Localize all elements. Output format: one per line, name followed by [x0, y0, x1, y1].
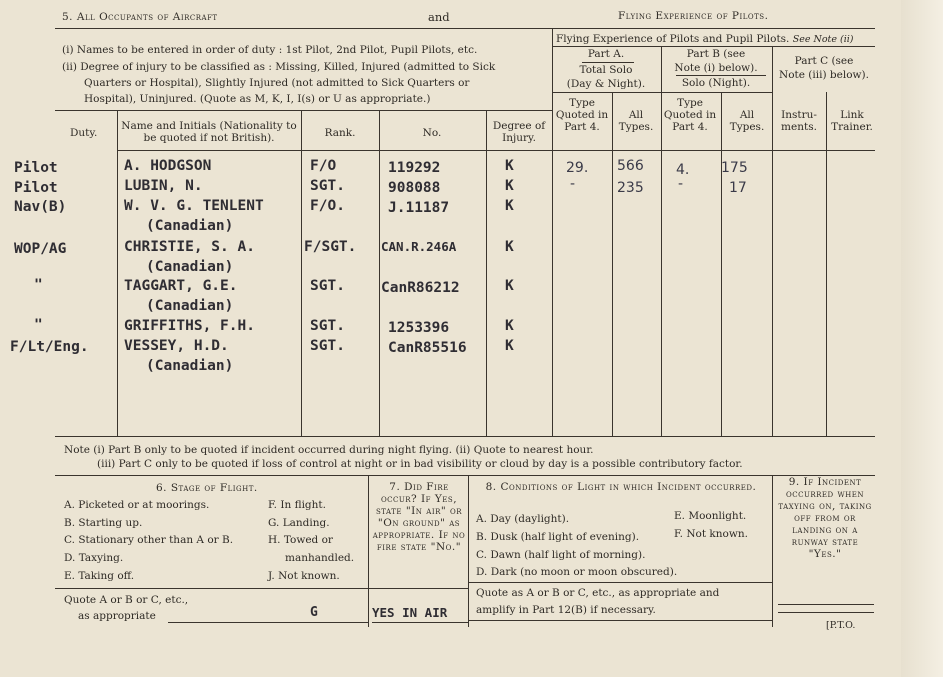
flying-experience-heading: Flying Experience of Pilots and Pupil Pilots. See Note (ii)	[556, 33, 854, 45]
fire-title: 7. Did Fire occur? If Yes, state "In air" or "On ground" as appropriate. If no fire state "No."	[372, 481, 466, 553]
stage-f: F. In flight.	[268, 499, 326, 511]
light-c: C. Dawn (half light of morning).	[476, 549, 646, 561]
part-c-label: Part C (see	[794, 55, 854, 67]
instruction-4: Hospital), Uninjured. (Quote as M, K, I, I(s) or U as appropriate.)	[84, 93, 431, 105]
note-1: Note (i) Part B only to be quoted if incident occurred during night flying. (ii) Quote to nearest hour.	[64, 444, 594, 456]
col-duty: Duty.	[70, 127, 98, 139]
part-a-label: Part A.	[587, 48, 625, 60]
light-d: D. Dark (no moon or moon obscured).	[476, 566, 678, 578]
top-rule	[55, 28, 875, 29]
injury: K	[505, 198, 514, 214]
duty: "	[34, 317, 43, 333]
stage-a: A. Picketed or at moorings.	[64, 499, 210, 511]
stage-g: G. Landing.	[268, 517, 330, 529]
rank: SGT.	[310, 338, 345, 354]
name: GRIFFITHS, F.H.	[124, 318, 255, 334]
nationality: (Canadian)	[146, 298, 234, 314]
service-number: CanR85516	[388, 340, 467, 356]
rank: SGT.	[310, 318, 345, 334]
light-a: A. Day (daylight).	[476, 513, 570, 525]
part-c-note: Note (iii) below).	[779, 69, 869, 81]
part-b-all-hours: 175	[721, 160, 748, 176]
duty: "	[34, 277, 43, 293]
stage-c: C. Stationary other than A or B.	[64, 534, 234, 546]
injury: K	[505, 278, 514, 294]
part-b-solo: Solo (Night).	[681, 77, 751, 89]
duty: Pilot	[14, 180, 58, 196]
service-number: J.11187	[388, 200, 450, 216]
duty: Nav(B)	[14, 199, 67, 215]
injury: K	[505, 158, 514, 174]
section-5-title: 5. All Occupants of Aircraft	[62, 11, 218, 23]
stage-h: H. Towed or	[268, 534, 333, 546]
note-2: (iii) Part C only to be quoted if loss of control at night or in bad visibility or cloud by day is a possible contributory factor.	[97, 458, 743, 470]
stage-quote-1: Quote A or B or C, etc.,	[64, 594, 189, 606]
injury: K	[505, 178, 514, 194]
col-a-all-types: All Types.	[618, 109, 654, 133]
part-b-note: Note (i) below).	[674, 62, 758, 74]
duty: F/Lt/Eng.	[10, 339, 89, 355]
stage-e: E. Taking off.	[64, 570, 135, 582]
pto-mark: [P.T.O.	[826, 620, 856, 631]
injury: K	[505, 239, 514, 255]
injury: K	[505, 338, 514, 354]
col-instruments: Instru- ments.	[781, 109, 817, 133]
part-a-type-hours: 29.	[566, 160, 589, 176]
name: LUBIN, N.	[124, 178, 203, 194]
part-a-all-hours: 235	[617, 180, 644, 196]
light-quote-2: amplify in Part 12(B) if necessary.	[476, 604, 656, 616]
flying-experience-title: Flying Experience of Pilots.	[618, 10, 769, 22]
light-title: 8. Conditions of Light in which Incident occurred.	[485, 481, 757, 493]
col-b-type-quoted: Type Quoted in Part 4.	[663, 97, 717, 133]
nationality: (Canadian)	[146, 358, 234, 374]
part-a-daynight: (Day & Night).	[566, 78, 646, 90]
part-b-label: Part B (see	[686, 48, 746, 60]
name: CHRISTIE, S. A.	[124, 239, 255, 255]
taxying-title: 9. If Incident occurred when taxying on, taking off from or landing on a runway state "Yes."	[778, 476, 872, 560]
stage-answer: G	[310, 605, 318, 620]
service-number: CAN.R.246A	[381, 239, 457, 254]
light-f: F. Not known.	[674, 528, 748, 540]
col-b-all-types: All Types.	[729, 109, 765, 133]
instruction-3: Quarters or Hospital), Slightly Injured (not admitted to Sick Quarters or	[84, 77, 470, 89]
col-name: Name and Initials (Nationality to be quoted if not British).	[121, 120, 297, 144]
instruction-2: (ii) Degree of injury to be classified as : Missing, Killed, Injured (admitted to Sick	[62, 61, 496, 73]
service-number: 908088	[388, 180, 441, 196]
light-b: B. Dusk (half light of evening).	[476, 531, 640, 543]
duty: WOP/AG	[14, 241, 67, 257]
fire-answer: YES IN AIR	[372, 605, 448, 620]
nationality: (Canadian)	[146, 218, 234, 234]
instruction-1: (i) Names to be entered in order of duty : 1st Pilot, 2nd Pilot, Pupil Pilots, etc.	[62, 44, 478, 56]
stage-h2: manhandled.	[285, 552, 355, 564]
col-rank: Rank.	[324, 127, 356, 139]
part-b-type-hours: -	[678, 176, 684, 192]
nationality: (Canadian)	[146, 259, 234, 275]
part-b-type-hours: 4.	[676, 162, 690, 178]
injury: K	[505, 318, 514, 334]
paper-fold	[901, 0, 943, 677]
duty: Pilot	[14, 160, 58, 176]
col-no: No.	[422, 127, 442, 139]
name: W. V. G. TENLENT	[124, 198, 264, 214]
col-a-type-quoted: Type Quoted in Part 4.	[555, 97, 609, 133]
service-number: 1253396	[388, 320, 450, 336]
stage-d: D. Taxying.	[64, 552, 124, 564]
part-a-total: Total Solo	[579, 64, 633, 76]
rank: SGT.	[310, 278, 345, 294]
col-injury: Degree of Injury.	[492, 120, 546, 144]
service-number: 119292	[388, 160, 441, 176]
stage-b: B. Starting up.	[64, 517, 143, 529]
light-quote-1: Quote as A or B or C, etc., as appropriate and	[476, 587, 720, 599]
header-and: and	[428, 10, 450, 24]
stage-title: 6. Stage of Flight.	[156, 482, 258, 494]
col-link-trainer: Link Trainer.	[831, 109, 873, 133]
name: TAGGART, G.E.	[124, 278, 238, 294]
name: A. HODGSON	[124, 158, 212, 174]
rank: F/O.	[310, 198, 345, 214]
part-a-type-hours: -	[570, 176, 576, 192]
stage-quote-2: as appropriate	[78, 610, 156, 622]
name: VESSEY, H.D.	[124, 338, 229, 354]
stage-j: J. Not known.	[268, 570, 340, 582]
part-a-all-hours: 566	[617, 158, 644, 174]
part-b-all-hours: 17	[729, 180, 747, 196]
rank: F/O	[310, 158, 337, 174]
rank: F/SGT.	[304, 239, 357, 255]
rank: SGT.	[310, 178, 345, 194]
service-number: CanR86212	[381, 280, 460, 296]
light-e: E. Moonlight.	[674, 510, 747, 522]
